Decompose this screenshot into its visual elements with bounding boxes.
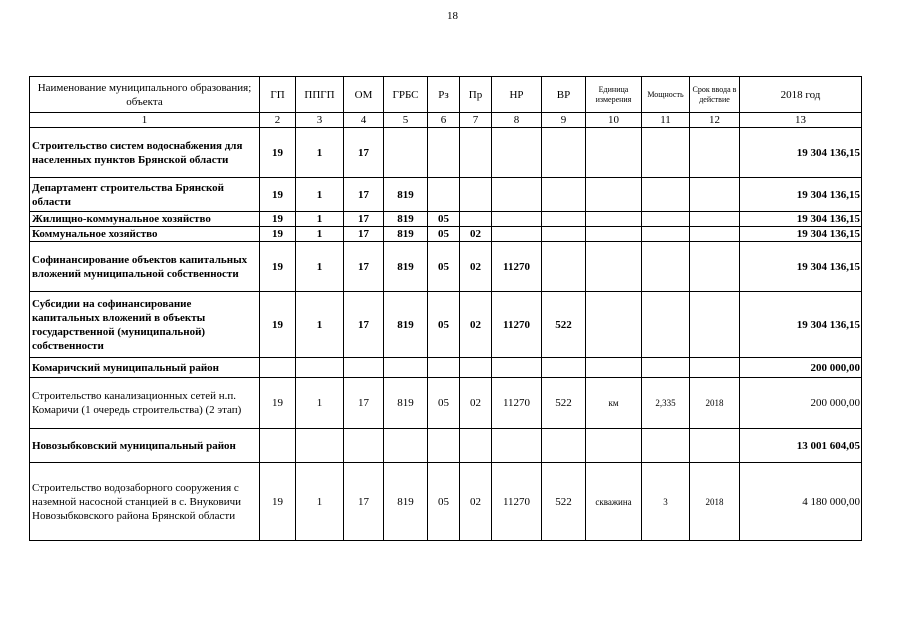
table-row bbox=[30, 358, 862, 378]
row-amount: 4 180 000,00 bbox=[740, 463, 862, 541]
row-grbs: 819 bbox=[384, 242, 428, 292]
row-amount: 19 304 136,15 bbox=[740, 227, 862, 242]
column-number: 9 bbox=[542, 113, 586, 128]
row-pr bbox=[460, 212, 492, 227]
row-name: Субсидии на софинансирование капитальных вложений в объекты государственной (муниципальной) собственности bbox=[30, 292, 260, 358]
table-row bbox=[30, 227, 862, 242]
header-nr: НР bbox=[492, 77, 542, 113]
row-name: Жилищно-коммунальное хозяйство bbox=[30, 212, 260, 227]
row-vr: 522 bbox=[542, 378, 586, 429]
header-row bbox=[30, 77, 862, 113]
row-om: 17 bbox=[344, 178, 384, 212]
column-number: 4 bbox=[344, 113, 384, 128]
table-row bbox=[30, 178, 862, 212]
header-ppgp: ППГП bbox=[296, 77, 344, 113]
row-grbs bbox=[384, 358, 428, 378]
row-term bbox=[690, 178, 740, 212]
row-rz: 05 bbox=[428, 227, 460, 242]
header-grbs: ГРБС bbox=[384, 77, 428, 113]
row-vr: 522 bbox=[542, 463, 586, 541]
row-unit bbox=[586, 212, 642, 227]
row-name: Коммунальное хозяйство bbox=[30, 227, 260, 242]
row-capacity bbox=[642, 212, 690, 227]
row-unit bbox=[586, 128, 642, 178]
row-nr bbox=[492, 429, 542, 463]
row-nr bbox=[492, 212, 542, 227]
row-name: Софинансирование объектов капитальных вложений муниципальной собственности bbox=[30, 242, 260, 292]
row-rz bbox=[428, 128, 460, 178]
row-pr bbox=[460, 178, 492, 212]
column-number: 12 bbox=[690, 113, 740, 128]
column-number: 1 bbox=[30, 113, 260, 128]
row-amount: 13 001 604,05 bbox=[740, 429, 862, 463]
row-gp: 19 bbox=[260, 378, 296, 429]
row-gp: 19 bbox=[260, 212, 296, 227]
row-om: 17 bbox=[344, 242, 384, 292]
row-unit bbox=[586, 242, 642, 292]
row-vr bbox=[542, 178, 586, 212]
row-name: Строительство систем водоснабжения для населенных пунктов Брянской области bbox=[30, 128, 260, 178]
row-name: Комаричский муниципальный район bbox=[30, 358, 260, 378]
row-gp: 19 bbox=[260, 242, 296, 292]
row-om: 17 bbox=[344, 463, 384, 541]
row-amount: 19 304 136,15 bbox=[740, 292, 862, 358]
row-rz: 05 bbox=[428, 242, 460, 292]
row-amount: 19 304 136,15 bbox=[740, 242, 862, 292]
row-capacity bbox=[642, 292, 690, 358]
row-nr bbox=[492, 227, 542, 242]
row-unit bbox=[586, 358, 642, 378]
row-nr: 11270 bbox=[492, 378, 542, 429]
row-grbs: 819 bbox=[384, 212, 428, 227]
row-om: 17 bbox=[344, 212, 384, 227]
row-om: 17 bbox=[344, 227, 384, 242]
header-pr: Пр bbox=[460, 77, 492, 113]
row-pr bbox=[460, 429, 492, 463]
row-vr bbox=[542, 242, 586, 292]
row-vr bbox=[542, 128, 586, 178]
row-ppgp: 1 bbox=[296, 292, 344, 358]
row-term bbox=[690, 358, 740, 378]
row-name: Строительство водозаборного сооружения с наземной насосной станцией в с. Внуковичи Новозыбковского района Брянской области bbox=[30, 463, 260, 541]
table-row bbox=[30, 128, 862, 178]
row-gp: 19 bbox=[260, 178, 296, 212]
row-capacity bbox=[642, 178, 690, 212]
row-ppgp: 1 bbox=[296, 227, 344, 242]
row-amount: 19 304 136,15 bbox=[740, 128, 862, 178]
budget-table bbox=[29, 76, 862, 541]
row-capacity bbox=[642, 227, 690, 242]
row-amount: 200 000,00 bbox=[740, 358, 862, 378]
table-row bbox=[30, 242, 862, 292]
row-term bbox=[690, 212, 740, 227]
row-pr bbox=[460, 358, 492, 378]
header-vr: ВР bbox=[542, 77, 586, 113]
row-om bbox=[344, 358, 384, 378]
row-capacity bbox=[642, 242, 690, 292]
row-om bbox=[344, 429, 384, 463]
column-number-row bbox=[30, 113, 862, 128]
header-term: Срок ввода в действие bbox=[690, 77, 740, 113]
row-pr: 02 bbox=[460, 463, 492, 541]
row-nr bbox=[492, 128, 542, 178]
row-vr bbox=[542, 429, 586, 463]
row-term bbox=[690, 292, 740, 358]
row-ppgp bbox=[296, 429, 344, 463]
row-unit: скважина bbox=[586, 463, 642, 541]
row-grbs: 819 bbox=[384, 378, 428, 429]
row-pr bbox=[460, 128, 492, 178]
row-grbs: 819 bbox=[384, 292, 428, 358]
row-unit bbox=[586, 429, 642, 463]
row-ppgp: 1 bbox=[296, 128, 344, 178]
row-ppgp bbox=[296, 358, 344, 378]
row-rz: 05 bbox=[428, 463, 460, 541]
row-capacity: 3 bbox=[642, 463, 690, 541]
row-gp: 19 bbox=[260, 227, 296, 242]
row-term: 2018 bbox=[690, 463, 740, 541]
column-number: 7 bbox=[460, 113, 492, 128]
row-nr: 11270 bbox=[492, 463, 542, 541]
row-om: 17 bbox=[344, 378, 384, 429]
row-unit bbox=[586, 292, 642, 358]
column-number: 6 bbox=[428, 113, 460, 128]
header-amount: 2018 год bbox=[740, 77, 862, 113]
row-rz bbox=[428, 358, 460, 378]
row-grbs bbox=[384, 429, 428, 463]
column-number: 10 bbox=[586, 113, 642, 128]
row-capacity bbox=[642, 429, 690, 463]
table-row bbox=[30, 212, 862, 227]
row-rz: 05 bbox=[428, 378, 460, 429]
row-pr: 02 bbox=[460, 227, 492, 242]
row-nr bbox=[492, 178, 542, 212]
row-vr bbox=[542, 358, 586, 378]
table-row bbox=[30, 378, 862, 429]
row-grbs: 819 bbox=[384, 178, 428, 212]
row-unit bbox=[586, 227, 642, 242]
table-row bbox=[30, 429, 862, 463]
row-rz bbox=[428, 429, 460, 463]
header-name: Наименование муниципального образования; объекта bbox=[30, 77, 260, 113]
row-gp: 19 bbox=[260, 128, 296, 178]
page-number: 18 bbox=[447, 10, 458, 22]
row-rz: 05 bbox=[428, 212, 460, 227]
row-name: Департамент строительства Брянской области bbox=[30, 178, 260, 212]
header-capacity: Мощность bbox=[642, 77, 690, 113]
header-rz: Рз bbox=[428, 77, 460, 113]
row-term bbox=[690, 242, 740, 292]
row-pr: 02 bbox=[460, 378, 492, 429]
row-amount: 19 304 136,15 bbox=[740, 178, 862, 212]
row-ppgp: 1 bbox=[296, 178, 344, 212]
row-vr: 522 bbox=[542, 292, 586, 358]
row-capacity bbox=[642, 358, 690, 378]
header-gp: ГП bbox=[260, 77, 296, 113]
row-rz: 05 bbox=[428, 292, 460, 358]
row-unit: км bbox=[586, 378, 642, 429]
header-om: ОМ bbox=[344, 77, 384, 113]
column-number: 3 bbox=[296, 113, 344, 128]
row-ppgp: 1 bbox=[296, 212, 344, 227]
row-grbs: 819 bbox=[384, 227, 428, 242]
row-ppgp: 1 bbox=[296, 242, 344, 292]
table-row bbox=[30, 463, 862, 541]
row-gp bbox=[260, 429, 296, 463]
row-vr bbox=[542, 227, 586, 242]
row-nr bbox=[492, 358, 542, 378]
header-unit: Единица измерения bbox=[586, 77, 642, 113]
row-amount: 19 304 136,15 bbox=[740, 212, 862, 227]
row-om: 17 bbox=[344, 292, 384, 358]
row-gp: 19 bbox=[260, 292, 296, 358]
row-term bbox=[690, 227, 740, 242]
row-ppgp: 1 bbox=[296, 463, 344, 541]
row-grbs bbox=[384, 128, 428, 178]
row-pr: 02 bbox=[460, 292, 492, 358]
row-term: 2018 bbox=[690, 378, 740, 429]
row-grbs: 819 bbox=[384, 463, 428, 541]
row-amount: 200 000,00 bbox=[740, 378, 862, 429]
row-name: Новозыбковский муниципальный район bbox=[30, 429, 260, 463]
column-number: 11 bbox=[642, 113, 690, 128]
row-pr: 02 bbox=[460, 242, 492, 292]
row-capacity bbox=[642, 128, 690, 178]
column-number: 5 bbox=[384, 113, 428, 128]
row-name: Строительство канализационных сетей н.п. Комаричи (1 очередь строительства) (2 этап) bbox=[30, 378, 260, 429]
column-number: 2 bbox=[260, 113, 296, 128]
row-unit bbox=[586, 178, 642, 212]
row-nr: 11270 bbox=[492, 292, 542, 358]
row-term bbox=[690, 429, 740, 463]
row-ppgp: 1 bbox=[296, 378, 344, 429]
row-gp: 19 bbox=[260, 463, 296, 541]
column-number: 13 bbox=[740, 113, 862, 128]
row-gp bbox=[260, 358, 296, 378]
row-term bbox=[690, 128, 740, 178]
row-rz bbox=[428, 178, 460, 212]
row-vr bbox=[542, 212, 586, 227]
row-om: 17 bbox=[344, 128, 384, 178]
row-nr: 11270 bbox=[492, 242, 542, 292]
table-row bbox=[30, 292, 862, 358]
column-number: 8 bbox=[492, 113, 542, 128]
row-capacity: 2,335 bbox=[642, 378, 690, 429]
